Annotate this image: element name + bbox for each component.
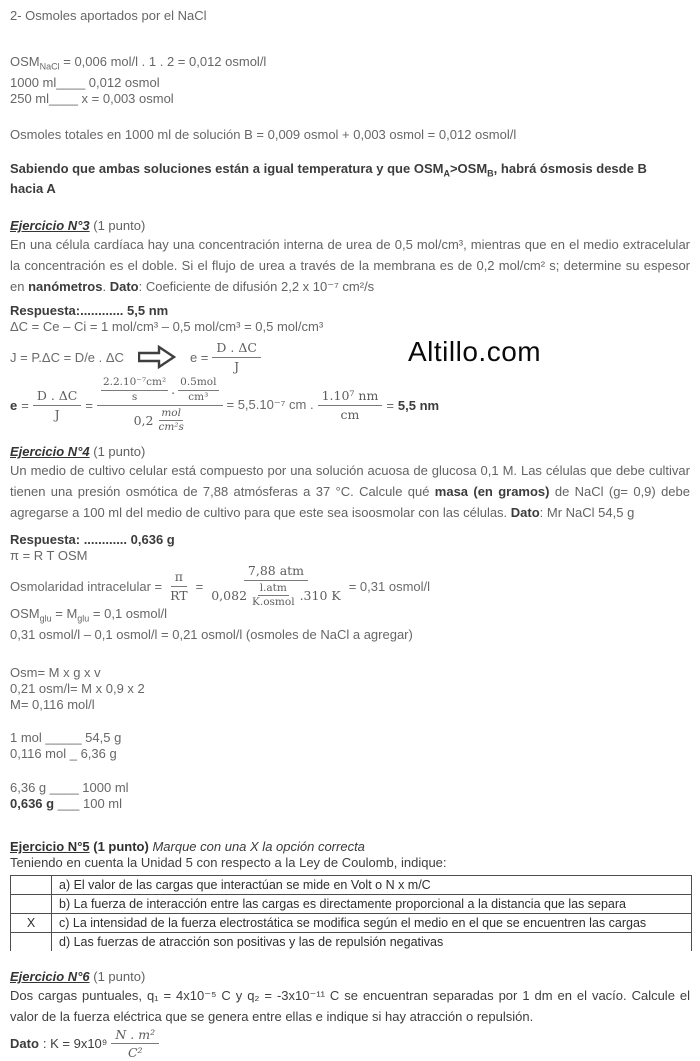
- ej4-osm-glucose-line: $OSM_{glu} = M_{glu} = 0,1$ osmol/l: [10, 606, 167, 624]
- ej5-title: Ejercicio N°5: [10, 838, 90, 854]
- table-row: [11, 875, 692, 894]
- ej6-title: Ejercicio N°6: [10, 968, 90, 984]
- ej4-heading: Ejercicio N°4 (1 punto): [10, 444, 146, 460]
- ej4-osm-equation-1: Osm= M x g x v: [10, 664, 101, 680]
- ej4-subtraction-line: 0,31 osmol/l – 0,1 osmol/l = 0,21 osmol/l (osmoles de NaCl a agregar): [10, 626, 413, 642]
- big-fraction: $\frac{\text{2.2.10⁻⁷cm²}}{s}$ . $\frac{\text{0.5mol}}{\text{cm³}}$ 0,2 $\frac{\text{mol}}{\text{cm²s}}$: [97, 376, 223, 434]
- altillo-watermark: Altillo.com: [408, 336, 542, 367]
- section2-title: 2- Osmoles aportados por el NaCl: [10, 8, 207, 23]
- total-osmoles-line: Osmoles totales en 1000 ml de solución B = 0,009 osmol + 0,003 osmol = 0,012 osmol/l: [10, 126, 517, 142]
- table-row: [11, 894, 692, 913]
- option-c-text: c) La intensidad de la fuerza electrostática se modifica según el medio en el que se encuentren las cargas: [52, 913, 692, 932]
- nm-conversion-fraction: $\frac{\text{1.10⁷ nm}}{cm}$: [318, 388, 383, 422]
- ej4-pi-formula: π = R T OSM: [10, 548, 88, 564]
- ej4-mol-rule-2: 0,116 mol _ 6,36 g: [10, 745, 117, 761]
- nacl-subscript: NaCl: [39, 61, 60, 72]
- ej4-osm-equation-3: M= 0,116 mol/l: [10, 696, 95, 712]
- coulomb-constant-units-fraction: $\frac{\text{N . m²}}{\text{C²}}$: [111, 1027, 159, 1061]
- option-b-checkbox-cell: [11, 894, 52, 913]
- ej4-osmolarity-formula: Osmolaridad intracelular = $\frac{\pi}{RT}$ = 7,88 atm 0,082 $\frac{\text{l.atm}}{\text{K.osmol}}$ .310 K = 0,31 osmol/l: [10, 563, 431, 608]
- ej4-grams-rule-2: 0,636 g ___ 100 ml: [10, 795, 123, 811]
- osmosis-conclusion: Sabiendo que ambas soluciones están a igual temperatura y que $OSM_A>OSM_B$, habrá ósmosis desde B hacia A: [10, 160, 647, 197]
- option-d-checkbox-cell: [11, 932, 52, 951]
- ej4-statement: Un medio de cultivo celular está compuesto por una solución acuosa de glucosa 0,1 M. Las células que debe cultivar tienen una presión osmótica de 7,88 atmósferas a 37 °C. Calcule qué masa (en gramos) de NaCl (g= 0,9) debe agregarse a 100 ml del medio de cultivo para que este sea isoosmolar con las células. Dato: Mr NaCl 54,5 g: [10, 463, 690, 521]
- ej4-answer-line: Respuesta: ............ 0,636 g: [10, 532, 175, 548]
- ej6-dato-formula: Dato : K = 9x10⁹ $\frac{\text{N . m²}}{\text{C²}}$: [10, 1030, 690, 1058]
- option-a-text: a) El valor de las cargas que interactúan se mide en Volt o N x m/C: [52, 875, 692, 894]
- glu-subscript-2: glu: [77, 613, 90, 624]
- ej5-instruction: Marque con una X la opción correcta: [152, 838, 365, 854]
- option-a-checkbox-cell: [11, 875, 52, 894]
- ej6-heading: Ejercicio N°6 (1 punto): [10, 968, 146, 984]
- ej4-osm-equation-2: 0,21 osm/l= M x 0,9 x 2: [10, 680, 145, 696]
- ej3-answer-line: Respuesta:............ 5,5 nm: [10, 303, 169, 319]
- ej4-grams-rule-1: 6,36 g ____ 1000 ml: [10, 779, 129, 795]
- ej4-mol-rule-1: 1 mol _____ 54,5 g: [10, 729, 122, 745]
- ej6-statement: Dos cargas puntuales, q₁ = 4x10⁻⁵ C y q₂ = -3x10⁻¹¹ C se encuentran separadas por 1 dm en el vacío. Calcule el valor de la fuerza eléctrica que se genera entre ellas e indique si hay atracción o repulsión.: [10, 987, 690, 1024]
- glu-subscript: glu: [39, 613, 52, 624]
- flux-units-fraction: $\frac{\text{mol}}{\text{cm²s}}$: [158, 406, 184, 433]
- rule-of-three-250ml: 250 ml____ x = 0,003 osmol: [10, 90, 174, 106]
- table-row: [11, 932, 692, 951]
- ej5-heading: Ejercicio N°5 (1 punto) Marque con una X la opción correcta: [10, 838, 365, 854]
- ej3-delta-c-formula: ΔC = Ce – Ci = 1 mol/cm³ – 0,5 mol/cm³ = 0,5 mol/cm³: [10, 319, 324, 335]
- fraction-d-deltac-j: $\frac{D . \Delta C}{J}$: [33, 388, 82, 422]
- concentration-fraction: $\frac{\text{0.5mol}}{\text{cm³}}$: [180, 376, 217, 403]
- ej5-options-table: [10, 875, 692, 951]
- ej4-final-result: 0,636 g: [10, 795, 55, 811]
- ej3-heading: Ejercicio N°3 (1 punto): [10, 218, 146, 234]
- osm-a-subscript: A: [443, 168, 450, 179]
- option-b-text: b) La fuerza de interacción entre las cargas es directamente proporcional a la distancia que las separa: [52, 894, 692, 913]
- rule-of-three-1000ml: 1000 ml____ 0,012 osmol: [10, 74, 160, 90]
- pi-over-rt-fraction: $\frac{\pi}{RT}$: [170, 569, 188, 603]
- ej4-title: Ejercicio N°4: [10, 444, 90, 460]
- gas-constant-units-fraction: $\frac{\text{l.atm}}{\text{K.osmol}}$: [252, 581, 295, 608]
- table-row: [11, 913, 692, 932]
- osm-nacl-formula: $OSM_{NaCl} = 0,006$ mol/l . 1 . 2 = 0,012 osmol/l: [10, 54, 267, 72]
- ej5-lead: Teniendo en cuenta la Unidad 5 con respecto a la Ley de Coulomb, indique:: [10, 854, 447, 870]
- ej3-title: Ejercicio N°3: [10, 218, 90, 234]
- option-d-text: d) Las fuerzas de atracción son positivas y las de repulsión negativas: [52, 932, 692, 951]
- d-deltac-over-j-fraction: $\frac{D . \Delta C}{J}$: [212, 340, 261, 374]
- implies-arrow-icon: [138, 345, 176, 369]
- osm-b-subscript: B: [487, 168, 494, 179]
- ej3-flux-formula: J = P.ΔC = D/e . ΔC e = $\frac{D . \Delta C}{J}$: [10, 339, 690, 375]
- diffusion-coefficient-fraction: $\frac{\text{2.2.10⁻⁷cm²}}{s}$: [102, 376, 167, 403]
- ej3-result-value: 5,5 nm: [397, 397, 440, 413]
- option-c-checkbox-cell: X: [11, 913, 52, 932]
- pressure-fraction: 7,88 atm 0,082 $\frac{\text{l.atm}}{\text{K.osmol}}$ .310 K: [211, 563, 341, 608]
- ej3-statement: En una célula cardíaca hay una concentración interna de urea de 0,5 mol/cm³, mientras que en el medio extracelular la concentración es el doble. Si el flujo de urea a través de la membrana es de 0,2 mol/cm² s; determine su espesor en nanómetros. Dato: Coeficiente de difusión 2,2 x 10⁻⁷ cm²/s: [10, 237, 690, 295]
- ej3-thickness-formula: e = $\frac{D . \Delta C}{J}$ = $\frac{\text{2.2.10⁻⁷cm²}}{s}$ . $\frac{\text{0.5mol}}{\text{cm³}}$ 0,2 $\frac{\text{mol}}{\text{cm²s}}$ = 5,5.10⁻⁷ cm . $\frac{\text{1.10⁷ nm}}{cm}$ = 5,5 nm: [10, 376, 440, 433]
